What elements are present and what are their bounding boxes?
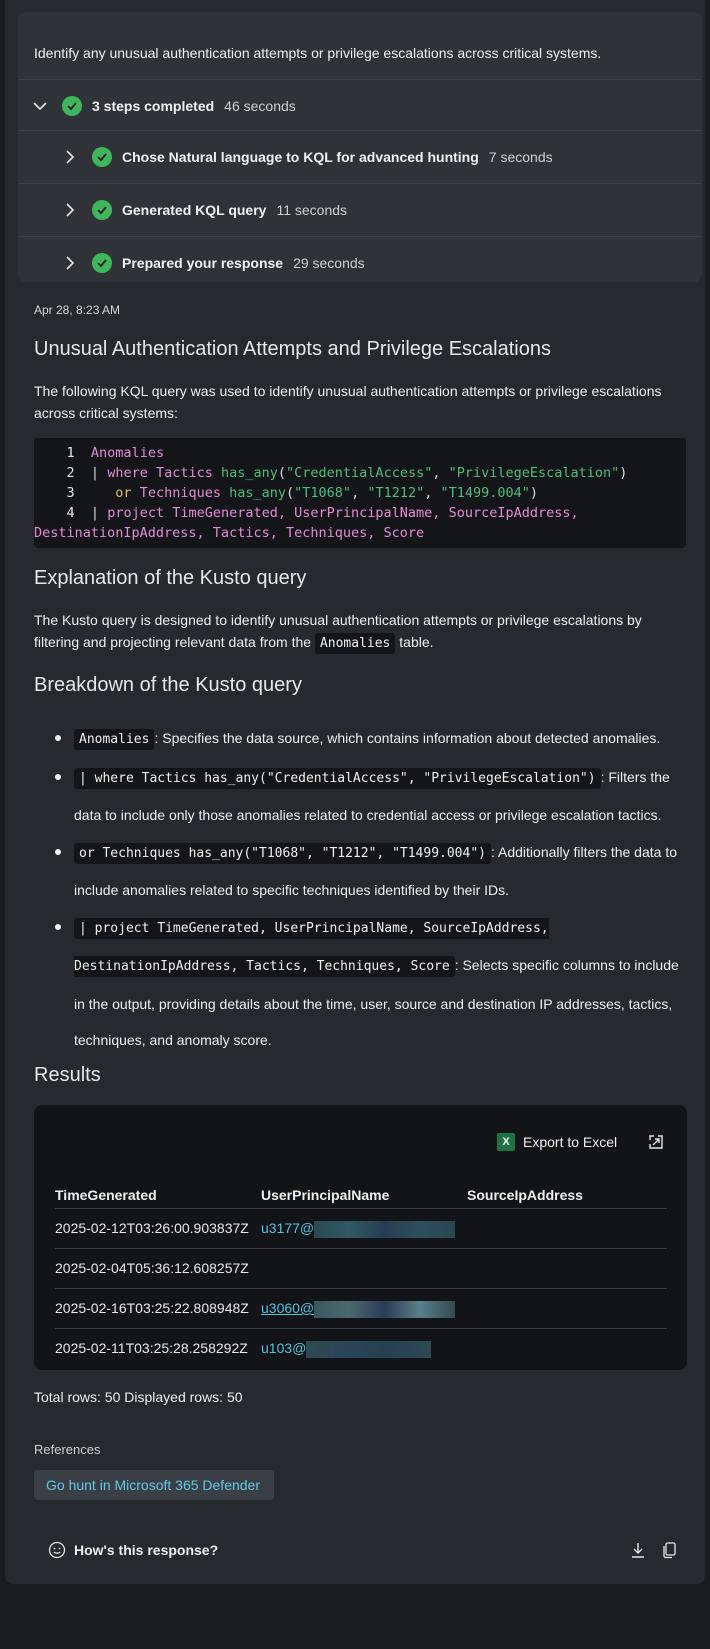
column-header[interactable]: SourceIpAddress bbox=[467, 1187, 583, 1203]
intro-text: The following KQL query was used to identify unusual authentication attempts or privilege escalations across critical systems: bbox=[34, 383, 662, 421]
steps-summary-row[interactable] bbox=[18, 79, 702, 132]
export-to-excel-button[interactable]: X Export to Excel bbox=[497, 1133, 617, 1151]
excel-icon: X bbox=[497, 1133, 515, 1151]
expand-icon[interactable] bbox=[647, 1133, 665, 1151]
prompt-text: Identify any unusual authentication attempts or privilege escalations across critical systems. bbox=[34, 45, 602, 61]
references-label: References bbox=[34, 1442, 101, 1457]
inline-code: Anomalies bbox=[315, 633, 395, 654]
list-item: | project TimeGenerated, UserPrincipalName, SourceIpAddress, DestinationIpAddress, Tactics, Techniques, Score : Selects specific columns to include in the output, providing details about the time, user, source and destination IP addresses, tactics, techniques, and anomaly score. bbox=[55, 909, 685, 1059]
chevron-down-icon[interactable] bbox=[32, 98, 48, 114]
table-row[interactable]: 2025-02-16T03:25:22.808948Z u3060@ bbox=[55, 1288, 667, 1328]
results-heading: Results bbox=[34, 1064, 101, 1086]
check-icon bbox=[92, 147, 112, 167]
table-row[interactable]: 2025-02-11T03:25:28.258292Z u103@ bbox=[55, 1328, 667, 1368]
list-item: or Techniques has_any("T1068", "T1212", "T1499.004") : Additionally filters the data to include anomalies related to specific techniques identified by their IDs. bbox=[55, 834, 685, 909]
steps-summary-title: 3 steps completed bbox=[92, 98, 215, 114]
prompt-panel bbox=[18, 12, 702, 282]
section-heading: Breakdown of the Kusto query bbox=[34, 674, 302, 696]
breakdown-list bbox=[55, 720, 685, 1059]
step-title: Generated KQL query bbox=[122, 202, 267, 218]
step-time: 29 seconds bbox=[293, 255, 365, 271]
copy-icon[interactable] bbox=[661, 1541, 679, 1559]
code-line: 3 or Techniques has_any("T1068", "T1212", "T1499.004") bbox=[66, 485, 539, 501]
check-icon bbox=[92, 200, 112, 220]
chevron-right-icon[interactable] bbox=[62, 202, 78, 218]
results-table-panel bbox=[34, 1105, 687, 1370]
section-heading: Explanation of the Kusto query bbox=[34, 567, 307, 589]
download-icon[interactable] bbox=[629, 1541, 647, 1559]
explanation-text: The Kusto query is designed to identify unusual authentication attempts or privilege escalations by filtering and projecting relevant data from the Anomalies table. bbox=[34, 609, 682, 655]
list-item: | where Tactics has_any("CredentialAccess", "PrivilegeEscalation") : Filters the data to include only those anomalies related to credential access or privilege escalation tactics. bbox=[55, 759, 685, 834]
response-card bbox=[5, 0, 705, 1584]
go-hunt-link[interactable]: Go hunt in Microsoft 365 Defender bbox=[34, 1470, 274, 1500]
column-header[interactable]: UserPrincipalName bbox=[261, 1187, 390, 1203]
column-header[interactable]: TimeGenerated bbox=[55, 1187, 157, 1203]
step-title: Chose Natural language to KQL for advanced hunting bbox=[122, 149, 479, 165]
chevron-right-icon[interactable] bbox=[62, 149, 78, 165]
step-time: 7 seconds bbox=[488, 149, 553, 165]
step-row[interactable] bbox=[18, 130, 702, 183]
table-row[interactable]: 2025-02-04T05:36:12.608257Z bbox=[55, 1248, 667, 1288]
step-time: 11 seconds bbox=[276, 202, 348, 218]
list-item: Anomalies : Specifies the data source, which contains information about detected anomalies. bbox=[55, 720, 685, 759]
chevron-right-icon[interactable] bbox=[62, 255, 78, 271]
timestamp: Apr 28, 8:23 AM bbox=[34, 303, 121, 317]
check-icon bbox=[62, 96, 82, 116]
feedback-prompt[interactable]: How's this response? bbox=[48, 1541, 218, 1559]
code-line: 4 | project TimeGenerated, UserPrincipalName, SourceIpAddress, bbox=[66, 505, 579, 521]
section-heading: Unusual Authentication Attempts and Privilege Escalations bbox=[34, 338, 551, 360]
kql-code-block bbox=[34, 438, 686, 548]
step-row[interactable] bbox=[18, 236, 702, 282]
step-title: Prepared your response bbox=[122, 255, 284, 271]
check-icon bbox=[92, 253, 112, 273]
row-totals: Total rows: 50 Displayed rows: 50 bbox=[34, 1389, 243, 1405]
code-line: DestinationIpAddress, Tactics, Techniques, Score bbox=[34, 525, 425, 541]
table-row[interactable]: 2025-02-12T03:26:00.903837Z u3177@ bbox=[55, 1208, 667, 1248]
steps-summary-time: 46 seconds bbox=[224, 98, 296, 114]
code-line: 1 Anomalies bbox=[66, 445, 165, 461]
code-line: 2 | where Tactics has_any("CredentialAccess", "PrivilegeEscalation") bbox=[66, 465, 628, 481]
step-row[interactable] bbox=[18, 183, 702, 236]
smiley-icon bbox=[48, 1541, 66, 1559]
